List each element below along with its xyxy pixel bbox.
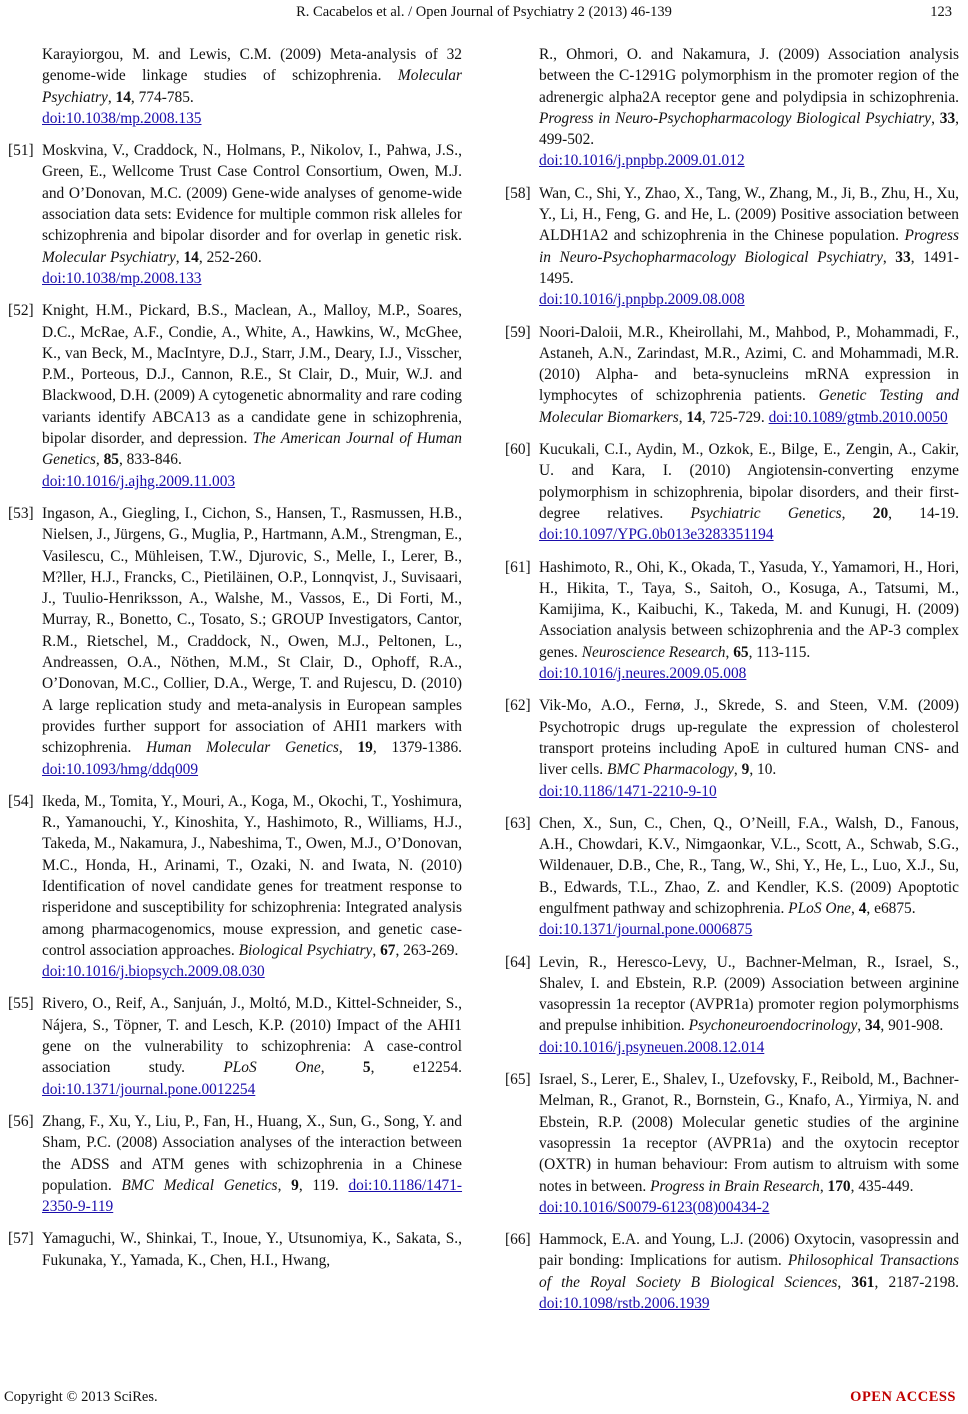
reference-number: [65] — [505, 1071, 531, 1089]
doi-link[interactable]: doi:10.1098/rstb.2006.1939 — [539, 1295, 710, 1313]
doi-link[interactable]: doi:10.1016/j.pnpbp.2009.08.008 — [539, 291, 745, 309]
reference-entry: Karayiorgou, M. and Lewis, C.M. (2009) Meta-analysis of 32 genome-wide linkage studies of schizophrenia. Molecular Psychiatry, 14, 774-785. doi:10.1038/mp.2008.135 — [42, 46, 462, 127]
right-column — [505, 44, 959, 1325]
doi-link[interactable]: doi:10.1371/journal.pone.0012254 — [42, 1080, 256, 1098]
reference-entry — [8, 1228, 462, 1271]
page-range: , 774-785. — [130, 88, 194, 106]
reference-text: Hashimoto, R., Ohi, K., Okada, T., Yasuda, Y., Yamamori, H., Hori, H., Hikita, T., Taya, S., Saitoh, O., Kosuga, A., Tatsumi, M., Kamijima, K., Kaibuchi, K., Takeda, M. and Kunugi, H. (2009) Association analysis between schizophrenia and the AP-3 complex genes. — [539, 558, 959, 661]
doi-link[interactable]: doi:10.1016/j.biopsych.2009.08.030 — [42, 963, 265, 981]
reference-entry: [58] Wan, C., Shi, Y., Zhao, X., Tang, W., Zhang, M., Ji, B., Zhu, H., Xu, Y., Li, H., Feng, G. and He, L. (2009) Positive association between ALDH1A2 and schizophrenia in the Chinese population. Progress in Neuro-Psychopharmacology Biological Psychiatry, 33, 1491-1495. doi:10.1016/j.pnpbp.2009.08.008 — [505, 184, 959, 309]
journal-name: Progress in Neuro-Psychopharmacology Biological Psychiatry — [539, 109, 932, 127]
journal-name: The American Journal of Human Genetics — [42, 430, 462, 469]
journal-name: Biological Psychiatry — [238, 941, 373, 959]
volume-number: 9 — [291, 1176, 299, 1194]
page-range: , 113-115. — [748, 643, 811, 661]
journal-name: Genetic Testing and Molecular Biomarkers — [539, 387, 959, 426]
doi-link[interactable]: doi:10.1038/mp.2008.135 — [42, 109, 202, 127]
volume-number: 170 — [827, 1177, 851, 1195]
reference-number: [60] — [505, 441, 531, 459]
doi-link[interactable]: doi:10.1093/hmg/ddq009 — [42, 760, 199, 778]
reference-text: Ikeda, M., Tomita, Y., Mouri, A., Koga, M., Okochi, T., Yoshimura, R., Yamanouchi, Y., Kinoshita, Y., Hashimoto, R., Williams, H.J., Takeda, M., Nakamura, J., Nabeshima, T., Owen, M.J., O’Donovan, M.C., Honda, H., Arinami, T., Ozaki, N. and Iwata, N. (2010) Identification of novel candidate genes for treatment response to risperidone and susceptibility for schizophrenia: Integrated analysis among pharmacogenomics, mouse expression, and genetic case-control association approaches. — [42, 792, 462, 959]
doi-link[interactable]: doi:10.1186/1471-2350-9-119 — [42, 1176, 463, 1216]
page-range: , 1379-1386. — [372, 739, 462, 757]
reference-text: Ingason, A., Giegling, I., Cichon, S., Hansen, T., Rasmussen, H.B., Nielsen, J., Jürgens, G., Muglia, P., Hartmann, A.M., Strengman, E., Vasilescu, C., Mühleisen, T.W., Djurovic, S., Melle, I., Lerer, B., M?ller, H.J., Francks, C., Pietiläinen, O.P., Lonnqvist, J., Suvisaari, J., Tuulio-Henriksson, A., Walshe, M., Vassos, E., Di Forti, M., Murray, R., Bonetto, C., Tosato, S.; GROUP Investigators, Cantor, R.M., Rietschel, M., Craddock, N., Owen, M.J., Peltonen, L., Andreassen, O.A., Nöthen, M.M., St Clair, D., Ophoff, R.A., O’Donovan, M.C., Collier, D.A., Werge, T. and Rujescu, D. (2010) A large replication study and meta-analysis in European samples provides further support for association of AHI1 markers with schizophrenia. — [42, 504, 462, 757]
journal-name: BMC Pharmacology — [606, 761, 734, 779]
journal-name: Molecular Psychiatry — [42, 248, 176, 266]
copyright-notice: Copyright © 2013 SciRes. — [4, 1389, 158, 1405]
journal-name: Progress in Neuro-Psychopharmacology Biological Psychiatry — [539, 227, 959, 266]
volume-number: 14 — [115, 88, 131, 106]
reference-entry: [59] Noori-Daloii, M.R., Kheirollahi, M., Mahbod, P., Mohammadi, F., Astaneh, A.N., Zarindast, M.R., Azimi, C. and Mohammadi, M.R. (2010) Alpha- and beta-synucleins mRNA expression in lymphocytes of schizophrenia patients. Genetic Testing and Molecular Biomarkers, 14, 725-729. doi:10.1089/gtmb.2010.0050 — [505, 323, 959, 426]
journal-name: Neuroscience Research — [581, 643, 726, 661]
page-range: , 252-260. — [198, 248, 262, 266]
reference-number: [54] — [8, 792, 34, 810]
reference-text: Levin, R., Heresco-Levy, U., Bachner-Melman, R., Israel, S., Shalev, I. and Ebstein, R.P. (2009) Association between arginine vasopressin 1a receptor (AVPR1a) promoter region polymorphisms and prepulse inhibition. — [539, 953, 959, 1035]
journal-name: Psychiatric Genetics — [690, 504, 842, 522]
doi-link[interactable]: doi:10.1038/mp.2008.133 — [42, 269, 202, 287]
reference-entry: [63] Chen, X., Sun, C., Chen, Q., O’Neill, F.A., Walsh, D., Fanous, A.H., Chowdari, K.V., Nimgaonkar, V.L., Scott, A., Schwab, S.G., Wildenauer, D.B., Che, R., Tang, W., Shi, Y., He, L., Luo, X.J., Su, B., Edwards, T.L., Zhao, Z. and Kendler, K.S. (2009) Apoptotic engulfment pathway and schizophrenia. PLoS One, 4, e6875. doi:10.1371/journal.pone.0006875 — [505, 814, 959, 939]
volume-number: 14 — [183, 248, 199, 266]
journal-name: Progress in Brain Research — [650, 1177, 820, 1195]
page-range: , e12254. — [370, 1059, 462, 1077]
doi-link[interactable]: doi:10.1016/j.pnpbp.2009.01.012 — [539, 152, 745, 170]
volume-number: 19 — [357, 739, 373, 757]
journal-name: Molecular Psychiatry — [42, 67, 462, 106]
page-range: , 499-502. — [539, 109, 959, 149]
volume-number: 34 — [865, 1017, 881, 1035]
reference-entry: [55] Rivero, O., Reif, A., Sanjuán, J., Moltó, M.D., Kittel-Schneider, S., Nájera, S., Töpner, T. and Lesch, K.P. (2010) Impact of the AHI1 gene on the vulnerability to schizophrenia: A case-control association study. PLoS One, 5, e12254. doi:10.1371/journal.pone.0012254 — [8, 995, 462, 1098]
reference-text: Hammock, E.A. and Young, L.J. (2006) Oxytocin, vasopressin and pair bonding: Implications for autism. — [539, 1231, 959, 1270]
journal-name: Human Molecular Genetics — [146, 739, 339, 757]
volume-number: 14 — [686, 408, 702, 426]
journal-name: PLoS One — [223, 1059, 321, 1077]
reference-text: Yamaguchi, W., Shinkai, T., Inoue, Y., Utsunomiya, K., Sakata, S., Fukunaka, Y., Yamada, K., Chen, H.I., Hwang, — [42, 1230, 462, 1269]
reference-text: Kucukali, C.I., Aydin, M., Ozkok, E., Bilge, E., Zengin, A., Cakir, U. and Kara, I. (2010) Angiotensin-converting enzyme polymorphism in schizophrenia, bipolar disorders, and their first-degree relatives. — [539, 441, 959, 522]
page-range: , 263-269. — [395, 941, 459, 959]
page-range: , e6875. — [866, 899, 916, 917]
page-number: 123 — [930, 4, 952, 20]
page-range: , 119. — [298, 1176, 349, 1194]
reference-entry: [53] Ingason, A., Giegling, I., Cichon, S., Hansen, T., Rasmussen, H.B., Nielsen, J., Jürgens, G., Muglia, P., Hartmann, A.M., Strengman, E., Vasilescu, C., Mühleisen, T.W., Djurovic, S., Melle, I., Lerer, B., M?ller, H.J., Francks, C., Pietiläinen, O.P., Lonnqvist, J., Suvisaari, J., Tuulio-Henriksson, A., Walshe, M., Vassos, E., Di Forti, M., Murray, R., Bonetto, C., Tosato, S.; GROUP Investigators, Cantor, R.M., Rietschel, M., Craddock, N., Owen, M.J., Peltonen, L., Andreassen, O.A., Nöthen, M.M., St Clair, D., Ophoff, R.A., O’Donovan, M.C., Collier, D.A., Werge, T. and Rujescu, D. (2010) A large replication study and meta-analysis in European samples provides further support for association of AHI1 markers with schizophrenia. Human Molecular Genetics, 19, 1379-1386. doi:10.1093/hmg/ddq009 — [8, 504, 462, 778]
reference-number: [52] — [8, 302, 34, 320]
doi-link[interactable]: doi:10.1016/j.psyneuen.2008.12.014 — [539, 1038, 765, 1056]
volume-number: 67 — [380, 941, 396, 959]
reference-number: [51] — [8, 142, 34, 160]
reference-number: [55] — [8, 995, 34, 1013]
volume-number: 65 — [733, 643, 749, 661]
reference-number: [56] — [8, 1112, 34, 1130]
doi-link[interactable]: doi:10.1186/1471-2210-9-10 — [539, 782, 717, 800]
volume-number: 9 — [741, 761, 750, 779]
reference-text: Israel, S., Lerer, E., Shalev, I., Uzefovsky, F., Reibold, M., Bachner-Melman, R., Granot, R., Bornstein, G., Knafo, A., Yirmiya, N. and Ebstein, R.P. (2008) Molecular genetic studies of the arginine vasopressin 1a receptor (AVPR1a) and the oxytocin receptor (OXTR) in human behaviour: From autism to altruism with some notes in between. — [539, 1071, 959, 1195]
reference-entry: [61] Hashimoto, R., Ohi, K., Okada, T., Yasuda, Y., Yamamori, H., Hori, H., Hikita, T., Taya, S., Saitoh, O., Kosuga, A., Tatsumi, M., Kamijima, K., Kaibuchi, K., Takeda, M. and Kunugi, H. (2009) Association analysis between schizophrenia and the AP-3 complex genes. Neuroscience Research, 65, 113-115. doi:10.1016/j.neures.2009.05.008 — [505, 558, 959, 683]
page-range: , 14-19. — [888, 504, 959, 522]
doi-link[interactable]: doi:10.1089/gtmb.2010.0050 — [768, 408, 948, 426]
volume-number: 4 — [858, 899, 867, 917]
reference-text: Moskvina, V., Craddock, N., Holmans, P., Nikolov, I., Pahwa, J.S., Green, E., Wellcome Trust Case Control Consortium, Owen, M.J. and O’Donovan, M.C. (2009) Gene-wide analyses of genome-wide association data sets: Evidence for multiple common risk alleles for schizophrenia and bipolar disorder and for overlap in genetic risk. — [42, 142, 462, 245]
doi-link[interactable]: doi:10.1016/j.ajhg.2009.11.003 — [42, 472, 236, 490]
reference-number: [59] — [505, 323, 531, 341]
volume-number: 20 — [872, 504, 889, 522]
doi-link[interactable]: doi:10.1097/YPG.0b013e3283351194 — [539, 526, 774, 544]
doi-link[interactable]: doi:10.1016/S0079-6123(08)00434-2 — [539, 1198, 770, 1216]
volume-number: 85 — [103, 451, 119, 469]
reference-number: [62] — [505, 697, 531, 715]
reference-entry: [65] Israel, S., Lerer, E., Shalev, I., Uzefovsky, F., Reibold, M., Bachner-Melman, R., Granot, R., Bornstein, G., Knafo, A., Yirmiya, N. and Ebstein, R.P. (2008) Molecular genetic studies of the arginine vasopressin 1a receptor (AVPR1a) and the oxytocin receptor (OXTR) in human behaviour: From autism to altruism with some notes in between. Progress in Brain Research, 170, 435-449. doi:10.1016/S0079-6123(08)00434-2 — [505, 1071, 959, 1216]
reference-entry: [66] Hammock, E.A. and Young, L.J. (2006) Oxytocin, vasopressin and pair bonding: Implications for autism. Philosophical Transactions of the Royal Society B Biological Sciences, 361, 2187-2198. doi:10.1098/rstb.2006.1939 — [505, 1231, 959, 1313]
open-access-label: OPEN ACCESS — [850, 1389, 956, 1405]
page-range: , 2187-2198. — [874, 1273, 959, 1291]
journal-name: PLoS One — [788, 899, 852, 917]
volume-number: 361 — [851, 1273, 875, 1291]
reference-number: [58] — [505, 184, 531, 202]
page-range: , 901-908. — [880, 1017, 944, 1035]
reference-entry: [54] Ikeda, M., Tomita, Y., Mouri, A., Koga, M., Okochi, T., Yoshimura, R., Yamanouchi, Y., Kinoshita, Y., Hashimoto, R., Williams, H.J., Takeda, M., Nakamura, J., Nabeshima, T., Owen, M.J., O’Donovan, M.C., Honda, H., Arinami, T., Ozaki, N. and Iwata, N. (2010) Identification of novel candidate genes for treatment response to risperidone and susceptibility for schizophrenia: Integrated analysis among pharmacogenomics, mouse expression, and genetic case-control association approaches. Biological Psychiatry, 67, 263-269. doi:10.1016/j.biopsych.2009.08.030 — [8, 792, 462, 981]
journal-name: Psychoneuroendocrinology — [688, 1017, 858, 1035]
reference-text: Knight, H.M., Pickard, B.S., Maclean, A., Malloy, M.P., Soares, D.C., McRae, A.F., Condie, A., White, A., Hawkins, W., McGhee, K., van Beck, M., MacIntyre, D.J., Starr, J.M., Deary, I.J., Visscher, P.M., Porteous, D.J., Cannon, R.E., St Clair, D., Muir, W.J. and Blackwood, D.H. (2009) A cytogenetic abnormality and rare coding variants identify ABCA13 as a candidate gene in schizophrenia, bipolar disorder, and depression. — [42, 302, 462, 448]
reference-number: [61] — [505, 558, 531, 576]
doi-link[interactable]: doi:10.1371/journal.pone.0006875 — [539, 921, 753, 939]
volume-number: 5 — [362, 1059, 371, 1077]
reference-text: Wan, C., Shi, Y., Zhao, X., Tang, W., Zhang, M., Ji, B., Zhu, H., Xu, Y., Li, H., Feng, G. and He, L. (2009) Positive association between ALDH1A2 and schizophrenia in the Chinese population. — [539, 184, 959, 245]
reference-entry: [52] Knight, H.M., Pickard, B.S., Maclean, A., Malloy, M.P., Soares, D.C., McRae, A.F., Condie, A., White, A., Hawkins, W., McGhee, K., van Beck, M., MacIntyre, D.J., Starr, J.M., Deary, I.J., Visscher, P.M., Porteous, D.J., Cannon, R.E., St Clair, D., Muir, W.J. and Blackwood, D.H. (2009) A cytogenetic abnormality and rare coding variants identify ABCA13 as a candidate gene in schizophrenia, bipolar disorder, and depression. The American Journal of Human Genetics, 85, 833-846. doi:10.1016/j.ajhg.2009.11.003 — [8, 302, 462, 490]
page-range: , 833-846. — [118, 451, 182, 469]
reference-text: Noori-Daloii, M.R., Kheirollahi, M., Mahbod, P., Mohammadi, F., Astaneh, A.N., Zarindast, M.R., Azimi, C. and Mohammadi, M.R. (2010) Alpha- and beta-synucleins mRNA expression in lymphocytes of schizophrenia patients. — [539, 323, 959, 405]
volume-number: 33 — [895, 248, 911, 266]
reference-number: [66] — [505, 1231, 531, 1249]
page-range: , 725-729. — [701, 408, 769, 426]
reference-number: [53] — [8, 504, 34, 522]
reference-number: [63] — [505, 814, 531, 832]
page-range: , 1491-1495. — [539, 248, 959, 287]
reference-text: Zhang, F., Xu, Y., Liu, P., Fan, H., Huang, X., Sun, G., Song, Y. and Sham, P.C. (2008) Association analyses of the interaction between the ADSS and ATM genes with schizophrenia in a Chinese population. — [42, 1112, 462, 1194]
reference-entry: R., Ohmori, O. and Nakamura, J. (2009) Association analysis between the C-1291G polymorphism in the promoter region of the adrenergic alpha2A receptor gene and polydipsia in schizophrenia. Progress in Neuro-Psychopharmacology Biological Psychiatry, 33, 499-502. doi:10.1016/j.pnpbp.2009.01.012 — [539, 46, 959, 170]
reference-text: Vik-Mo, A.O., Fernø, J., Skrede, S. and Steen, V.M. (2009) Psychotropic drugs up-regulate the expression of cholesterol transport proteins including ApoE in cultured human CNS- and liver cells. — [539, 697, 959, 779]
reference-number: [64] — [505, 953, 531, 971]
journal-name: Philosophical Transactions of the Royal Society B Biological Sciences — [539, 1252, 959, 1291]
reference-entry: [62] Vik-Mo, A.O., Fernø, J., Skrede, S. and Steen, V.M. (2009) Psychotropic drugs up-regulate the expression of cholesterol transport proteins including ApoE in cultured human CNS- and liver cells. BMC Pharmacology, 9, 10. doi:10.1186/1471-2210-9-10 — [505, 697, 959, 800]
running-title: R. Cacabelos et al. / Open Journal of Psychiatry 2 (2013) 46-139 — [296, 4, 672, 20]
doi-link[interactable]: doi:10.1016/j.neures.2009.05.008 — [539, 665, 747, 683]
reference-number: [57] — [8, 1230, 34, 1248]
page-range: , 435-449. — [850, 1177, 914, 1195]
left-column — [8, 44, 462, 1282]
reference-text: Karayiorgou, M. and Lewis, C.M. (2009) Meta-analysis of 32 genome-wide linkage studies of schizophrenia. — [42, 46, 462, 85]
journal-name: BMC Medical Genetics — [121, 1176, 278, 1194]
reference-text: R., Ohmori, O. and Nakamura, J. (2009) Association analysis between the C-1291G polymorphism in the promoter region of the adrenergic alpha2A receptor gene and polydipsia in schizophrenia. — [539, 46, 959, 106]
reference-entry: [60] Kucukali, C.I., Aydin, M., Ozkok, E., Bilge, E., Zengin, A., Cakir, U. and Kara, I. (2010) Angiotensin-converting enzyme polymorphism in schizophrenia, bipolar disorders, and their first-degree relatives. Psychiatric Genetics, 20, 14-19. doi:10.1097/YPG.0b013e3283351194 — [505, 441, 959, 544]
reference-entry: [56] Zhang, F., Xu, Y., Liu, P., Fan, H., Huang, X., Sun, G., Song, Y. and Sham, P.C. (2008) Association analyses of the interaction between the ADSS and ATM genes with schizophrenia in a Chinese population. BMC Medical Genetics, 9, 119. doi:10.1186/1471-2350-9-119 — [8, 1112, 463, 1216]
reference-entry: [51] Moskvina, V., Craddock, N., Holmans, P., Nikolov, I., Pahwa, J.S., Green, E., Wellcome Trust Case Control Consortium, Owen, M.J. and O’Donovan, M.C. (2009) Gene-wide analyses of genome-wide association data sets: Evidence for multiple common risk alleles for schizophrenia and bipolar disorder and for overlap in genetic risk. Molecular Psychiatry, 14, 252-260. doi:10.1038/mp.2008.133 — [8, 142, 462, 287]
reference-entry: [64] Levin, R., Heresco-Levy, U., Bachner-Melman, R., Israel, S., Shalev, I. and Ebstein, R.P. (2009) Association between arginine vasopressin 1a receptor (AVPR1a) promoter region polymorphisms and prepulse inhibition. Psychoneuroendocrinology, 34, 901-908. doi:10.1016/j.psyneuen.2008.12.014 — [505, 953, 959, 1056]
reference-text: Chen, X., Sun, C., Chen, Q., O’Neill, F.A., Walsh, D., Fanous, A.H., Chowdari, K.V., Nimgaonkar, V.L., Scott, A., Schwab, S.G., Wildenauer, D.B., Che, R., Tang, W., Shi, Y., He, L., Luo, X.J., Su, B., Edwards, T.L., Zhao, Z. and Kendler, K.S. (2009) Apoptotic engulfment pathway and schizophrenia. — [539, 814, 959, 917]
page-range: , 10. — [749, 761, 777, 779]
reference-text: Rivero, O., Reif, A., Sanjuán, J., Moltó, M.D., Kittel-Schneider, S., Nájera, S., Töpner, T. and Lesch, K.P. (2010) Impact of the AHI1 gene on the vulnerability to schizophrenia: A case-control association study. — [42, 995, 462, 1077]
page-header — [0, 4, 968, 26]
volume-number: 33 — [939, 109, 956, 127]
